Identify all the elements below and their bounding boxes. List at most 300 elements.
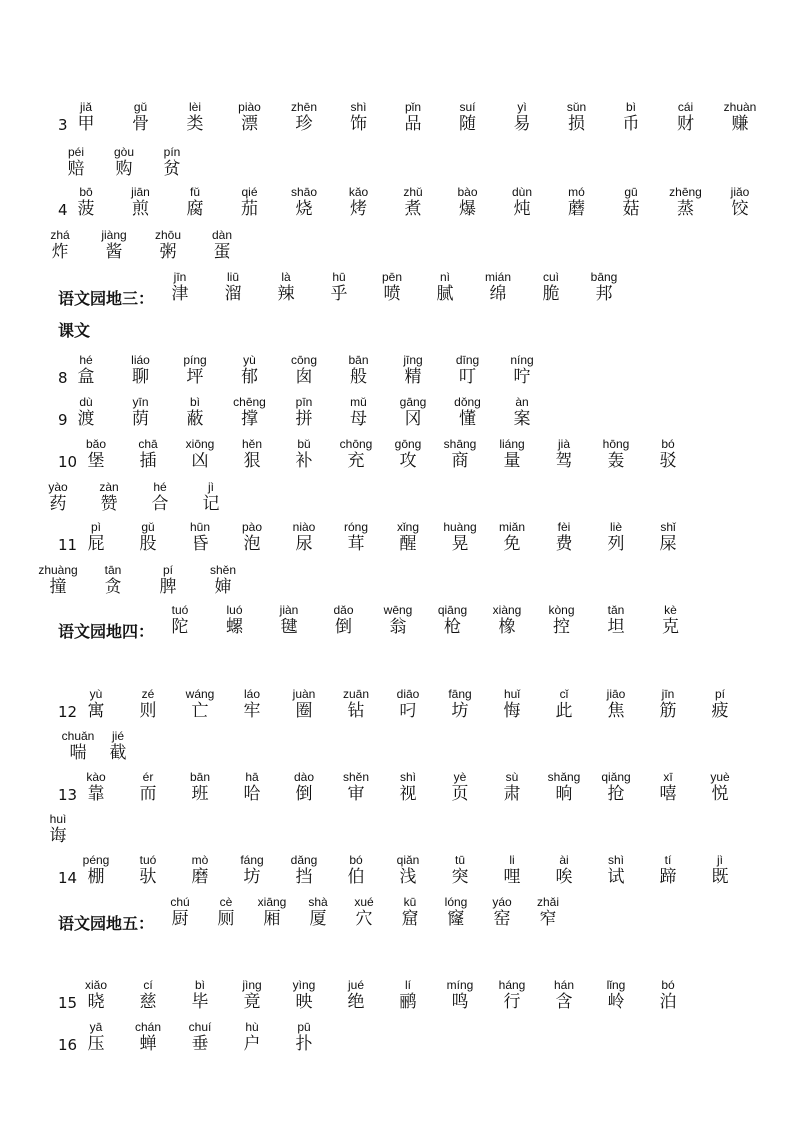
word-cell [429, 603, 477, 637]
pinyin: yuè [710, 770, 730, 784]
hanzi: 压 [87, 1034, 105, 1054]
pinyin: wēng [383, 603, 413, 617]
pinyin: shǐ [660, 520, 676, 534]
pinyin: píng [183, 353, 207, 367]
word-cell [228, 978, 276, 1012]
pinyin: chuǎn [61, 729, 95, 743]
pinyin: sǔn [566, 100, 587, 114]
pinyin: xǐng [396, 520, 419, 534]
hanzi: 含 [555, 992, 573, 1012]
hanzi: 药 [49, 494, 67, 514]
pinyin: huàng [443, 520, 477, 534]
word-cell [280, 520, 328, 554]
word-cell [540, 978, 588, 1012]
hanzi: 贫 [163, 159, 181, 179]
hanzi: 列 [607, 534, 625, 554]
word-cell [540, 853, 588, 887]
vocab-line [0, 228, 794, 268]
word-cell [211, 603, 259, 637]
pinyin: hūn [189, 520, 211, 534]
word-cell [171, 395, 219, 429]
word-cell [607, 100, 655, 134]
word-cell [488, 687, 536, 721]
vocab-line [0, 395, 794, 435]
word-cell [176, 437, 224, 471]
hanzi: 映 [295, 992, 313, 1012]
pinyin: míng [446, 978, 474, 992]
pinyin: pí [162, 563, 173, 577]
pinyin: bó [661, 978, 675, 992]
word-cell [171, 100, 219, 134]
pinyin: jié [111, 729, 124, 743]
hanzi: 驳 [659, 451, 677, 471]
hanzi: 随 [459, 114, 476, 134]
pinyin: tān [104, 563, 122, 577]
pinyin: pín [163, 145, 181, 159]
hanzi: 烧 [295, 199, 313, 219]
hanzi: 拼 [295, 409, 313, 429]
pinyin: róng [343, 520, 369, 534]
hanzi: 试 [607, 867, 625, 887]
hanzi: 泡 [243, 534, 261, 554]
pinyin: jì [717, 853, 723, 867]
hanzi: 屎 [659, 534, 677, 554]
hanzi: 陀 [171, 617, 189, 637]
pinyin: liū [226, 270, 239, 284]
hanzi: 合 [151, 494, 169, 514]
pinyin: chán [134, 1020, 162, 1034]
hanzi: 毕 [191, 992, 209, 1012]
word-cell [332, 687, 380, 721]
word-cell [540, 770, 588, 804]
pinyin: zhá [50, 228, 70, 242]
hanzi: 窑 [493, 909, 511, 929]
pinyin: shāng [443, 437, 477, 451]
vocab-line [0, 853, 794, 893]
word-cell [90, 228, 138, 262]
hanzi: 靠 [87, 784, 105, 804]
word-cell [384, 853, 432, 887]
hanzi: 厦 [309, 909, 327, 929]
word-cell [226, 353, 274, 387]
pinyin: yì [517, 100, 527, 114]
pinyin: yīn [132, 395, 149, 409]
hanzi: 亡 [191, 701, 209, 721]
section-label: 语文园地四： [58, 622, 155, 641]
word-cell [592, 603, 640, 637]
pinyin: bì [189, 395, 200, 409]
pinyin: huì [49, 812, 67, 826]
word-cell [498, 395, 546, 429]
pinyin: li [509, 853, 515, 867]
hanzi: 棚 [87, 867, 105, 887]
hanzi: 控 [553, 617, 570, 637]
hanzi: 乎 [330, 284, 348, 304]
hanzi: 蔽 [186, 409, 204, 429]
word-cell [527, 270, 575, 304]
hanzi: 煎 [132, 199, 149, 219]
pinyin: liáng [499, 437, 525, 451]
hanzi: 昏 [191, 534, 209, 554]
word-cell [436, 437, 484, 471]
pinyin: fāng [448, 687, 472, 701]
pinyin: xiàng [492, 603, 522, 617]
pinyin: yù [243, 353, 256, 367]
pinyin: ér [142, 770, 154, 784]
hanzi: 粥 [159, 242, 177, 262]
pinyin: xī [663, 770, 673, 784]
hanzi: 骨 [132, 114, 149, 134]
hanzi: 渡 [77, 409, 95, 429]
word-cell [488, 978, 536, 1012]
pinyin: zhōu [154, 228, 182, 242]
hanzi: 寓 [87, 701, 105, 721]
word-cell [444, 353, 492, 387]
pinyin: zuān [342, 687, 370, 701]
pinyin: suí [459, 100, 476, 114]
word-cell [320, 603, 368, 637]
word-cell [62, 353, 110, 387]
pinyin: tǎn [607, 603, 625, 617]
word-cell [209, 270, 257, 304]
pinyin: hā [245, 770, 259, 784]
hanzi: 菠 [77, 199, 95, 219]
hanzi: 聊 [132, 367, 149, 387]
word-cell [436, 687, 484, 721]
word-cell [72, 687, 120, 721]
lesson-number: 8 [58, 369, 68, 387]
word-cell [280, 770, 328, 804]
pinyin: bó [349, 853, 363, 867]
pinyin: lèi [188, 100, 201, 114]
pinyin: xiǎo [84, 978, 107, 992]
vocab-line [0, 563, 794, 603]
pinyin: sù [505, 770, 519, 784]
hanzi: 茄 [241, 199, 258, 219]
hanzi: 攻 [399, 451, 417, 471]
hanzi: 则 [139, 701, 157, 721]
vocab-line [0, 978, 794, 1018]
word-cell [226, 185, 274, 219]
hanzi: 毽 [280, 617, 298, 637]
pinyin: bǔ [297, 437, 311, 451]
hanzi: 螺 [226, 617, 243, 637]
word-cell [332, 770, 380, 804]
word-cell [384, 770, 432, 804]
pinyin: là [281, 270, 291, 284]
pinyin: jīn [173, 270, 187, 284]
hanzi: 品 [404, 114, 422, 134]
pinyin: mó [568, 185, 585, 199]
hanzi: 鹂 [399, 992, 417, 1012]
pinyin: cuì [542, 270, 559, 284]
word-cell [148, 145, 196, 179]
pinyin: jué [347, 978, 364, 992]
hanzi: 狠 [243, 451, 261, 471]
pinyin: bǎo [85, 437, 107, 451]
pinyin: gōng [394, 437, 422, 451]
pinyin: chā [138, 437, 158, 451]
hanzi: 醒 [399, 534, 417, 554]
hanzi: 脾 [159, 577, 177, 597]
pinyin: àn [515, 395, 529, 409]
hanzi: 嘻 [659, 784, 677, 804]
word-cell [36, 228, 84, 262]
hanzi: 坪 [186, 367, 204, 387]
pinyin: jīng [403, 353, 423, 367]
hanzi: 诲 [49, 826, 67, 846]
hanzi: 磨 [191, 867, 209, 887]
hanzi: 抢 [607, 784, 625, 804]
word-cell [474, 270, 522, 304]
hanzi: 页 [451, 784, 469, 804]
pinyin: ài [559, 853, 569, 867]
hanzi: 茸 [347, 534, 365, 554]
word-cell [176, 853, 224, 887]
word-cell [280, 687, 328, 721]
hanzi: 浅 [399, 867, 417, 887]
vocab-line [0, 895, 794, 935]
pinyin: péi [67, 145, 84, 159]
hanzi: 喘 [69, 743, 87, 763]
word-cell [368, 270, 416, 304]
hanzi: 班 [191, 784, 209, 804]
word-cell [34, 812, 82, 846]
hanzi: 哈 [243, 784, 261, 804]
hanzi: 悦 [711, 784, 729, 804]
word-cell [280, 185, 328, 219]
word-cell [592, 437, 640, 471]
pinyin: kū [403, 895, 417, 909]
pinyin: chēng [233, 395, 266, 409]
pinyin: zé [141, 687, 155, 701]
hanzi: 冈 [404, 409, 422, 429]
hanzi: 竟 [243, 992, 261, 1012]
pinyin: qiāng [437, 603, 468, 617]
pinyin: níng [510, 353, 534, 367]
pinyin: hōng [602, 437, 630, 451]
pinyin: niào [292, 520, 316, 534]
hanzi: 突 [451, 867, 469, 887]
lesson-number: 13 [58, 786, 78, 804]
hanzi: 晃 [451, 534, 469, 554]
hanzi: 翁 [389, 617, 407, 637]
pinyin: juàn [292, 687, 316, 701]
word-cell [315, 270, 363, 304]
hanzi: 此 [555, 701, 573, 721]
pinyin: bō [79, 185, 93, 199]
pinyin: pīn [295, 395, 313, 409]
hanzi: 圈 [295, 701, 313, 721]
hanzi: 穴 [355, 909, 373, 929]
word-cell [478, 895, 526, 929]
pinyin: shěn [209, 563, 237, 577]
hanzi: 插 [139, 451, 157, 471]
word-cell [226, 100, 274, 134]
vocab-line [0, 480, 794, 520]
hanzi: 免 [503, 534, 521, 554]
pinyin: kòng [548, 603, 575, 617]
hanzi: 商 [451, 451, 469, 471]
word-cell [644, 520, 692, 554]
section-heading-kewen: 课文 [58, 321, 91, 340]
pinyin: jiāo [606, 687, 626, 701]
word-cell [280, 353, 328, 387]
lesson-number: 3 [58, 116, 68, 134]
hanzi: 蹄 [659, 867, 677, 887]
hanzi: 币 [622, 114, 640, 134]
word-cell [592, 978, 640, 1012]
pinyin: lí [405, 978, 411, 992]
hanzi: 厨 [171, 909, 189, 929]
hanzi: 蝉 [139, 1034, 157, 1054]
hanzi: 泊 [659, 992, 677, 1012]
pinyin: zàn [99, 480, 119, 494]
word-cell [187, 480, 235, 514]
pinyin: bó [661, 437, 675, 451]
pinyin: fǔ [189, 185, 200, 199]
word-cell [34, 480, 82, 514]
pinyin: zhǔ [403, 185, 423, 199]
pinyin: chú [170, 895, 190, 909]
pinyin: shì [607, 853, 624, 867]
pinyin: shěn [342, 770, 370, 784]
word-cell [540, 437, 588, 471]
pinyin: hé [153, 480, 167, 494]
pinyin: mián [484, 270, 511, 284]
word-cell [176, 1020, 224, 1054]
word-cell [374, 603, 422, 637]
hanzi: 坦 [607, 617, 625, 637]
pinyin: dǒng [454, 395, 481, 409]
word-cell [592, 520, 640, 554]
pinyin: liáo [131, 353, 150, 367]
word-cell [124, 770, 172, 804]
word-cell [436, 520, 484, 554]
pinyin: xiāng [257, 895, 287, 909]
hanzi: 蘑 [568, 199, 585, 219]
word-cell [117, 185, 165, 219]
pinyin: xué [354, 895, 374, 909]
word-cell [156, 603, 204, 637]
word-cell [389, 100, 437, 134]
hanzi: 蛋 [213, 242, 231, 262]
hanzi: 量 [503, 451, 521, 471]
pinyin: dàn [211, 228, 233, 242]
lesson-number: 15 [58, 994, 78, 1012]
pinyin: cí [143, 978, 153, 992]
word-cell [280, 100, 328, 134]
pinyin: fáng [240, 853, 264, 867]
word-cell [62, 100, 110, 134]
word-cell [117, 100, 165, 134]
hanzi: 饺 [731, 199, 749, 219]
hanzi: 甲 [77, 114, 95, 134]
pinyin: dǎo [333, 603, 354, 617]
word-cell [436, 978, 484, 1012]
word-cell [389, 395, 437, 429]
word-cell [176, 687, 224, 721]
word-cell [62, 185, 110, 219]
word-cell [176, 770, 224, 804]
word-cell [117, 353, 165, 387]
word-cell [228, 1020, 276, 1054]
hanzi: 溜 [224, 284, 242, 304]
hanzi: 哩 [503, 867, 521, 887]
pinyin: jiàn [279, 603, 299, 617]
hanzi: 户 [243, 1034, 261, 1054]
hanzi: 炸 [51, 242, 69, 262]
word-cell [696, 770, 744, 804]
word-cell [280, 1020, 328, 1054]
hanzi: 般 [350, 367, 367, 387]
word-cell [171, 185, 219, 219]
word-cell [226, 395, 274, 429]
hanzi: 叮 [459, 367, 476, 387]
word-cell [144, 563, 192, 597]
hanzi: 股 [139, 534, 157, 554]
vocab-line [0, 145, 794, 185]
word-cell [228, 437, 276, 471]
word-cell [540, 687, 588, 721]
lesson-number: 11 [58, 536, 78, 554]
word-cell [436, 853, 484, 887]
vocab-line [0, 770, 794, 810]
word-cell [488, 770, 536, 804]
hanzi: 记 [202, 494, 220, 514]
hanzi: 岭 [607, 992, 625, 1012]
hanzi: 堡 [87, 451, 105, 471]
hanzi: 母 [350, 409, 367, 429]
hanzi: 审 [347, 784, 365, 804]
word-cell [265, 603, 313, 637]
pinyin: hán [553, 978, 575, 992]
pinyin: piào [238, 100, 261, 114]
hanzi: 爆 [459, 199, 476, 219]
hanzi: 绵 [489, 284, 507, 304]
word-cell [176, 520, 224, 554]
hanzi: 肃 [503, 784, 521, 804]
hanzi: 慈 [139, 992, 157, 1012]
hanzi: 婶 [214, 577, 232, 597]
pinyin: shì [399, 770, 416, 784]
pinyin: zhǎi [536, 895, 559, 909]
word-cell [100, 145, 148, 179]
hanzi: 枪 [444, 617, 461, 637]
hanzi: 尿 [295, 534, 313, 554]
hanzi: 邦 [595, 284, 613, 304]
hanzi: 荫 [132, 409, 149, 429]
hanzi: 而 [139, 784, 157, 804]
word-cell [488, 853, 536, 887]
lesson-number: 16 [58, 1036, 78, 1054]
pinyin: zhuàn [723, 100, 757, 114]
hanzi: 焦 [607, 701, 625, 721]
hanzi: 充 [347, 451, 365, 471]
word-cell [696, 853, 744, 887]
word-cell [592, 687, 640, 721]
hanzi: 津 [171, 284, 189, 304]
pinyin: pì [90, 520, 101, 534]
hanzi: 贪 [104, 577, 122, 597]
pinyin: shà [308, 895, 328, 909]
hanzi: 喷 [383, 284, 401, 304]
pinyin: háng [498, 978, 526, 992]
word-cell [340, 895, 388, 929]
hanzi: 既 [711, 867, 729, 887]
hanzi: 驮 [139, 867, 157, 887]
pinyin: yā [89, 1020, 103, 1034]
